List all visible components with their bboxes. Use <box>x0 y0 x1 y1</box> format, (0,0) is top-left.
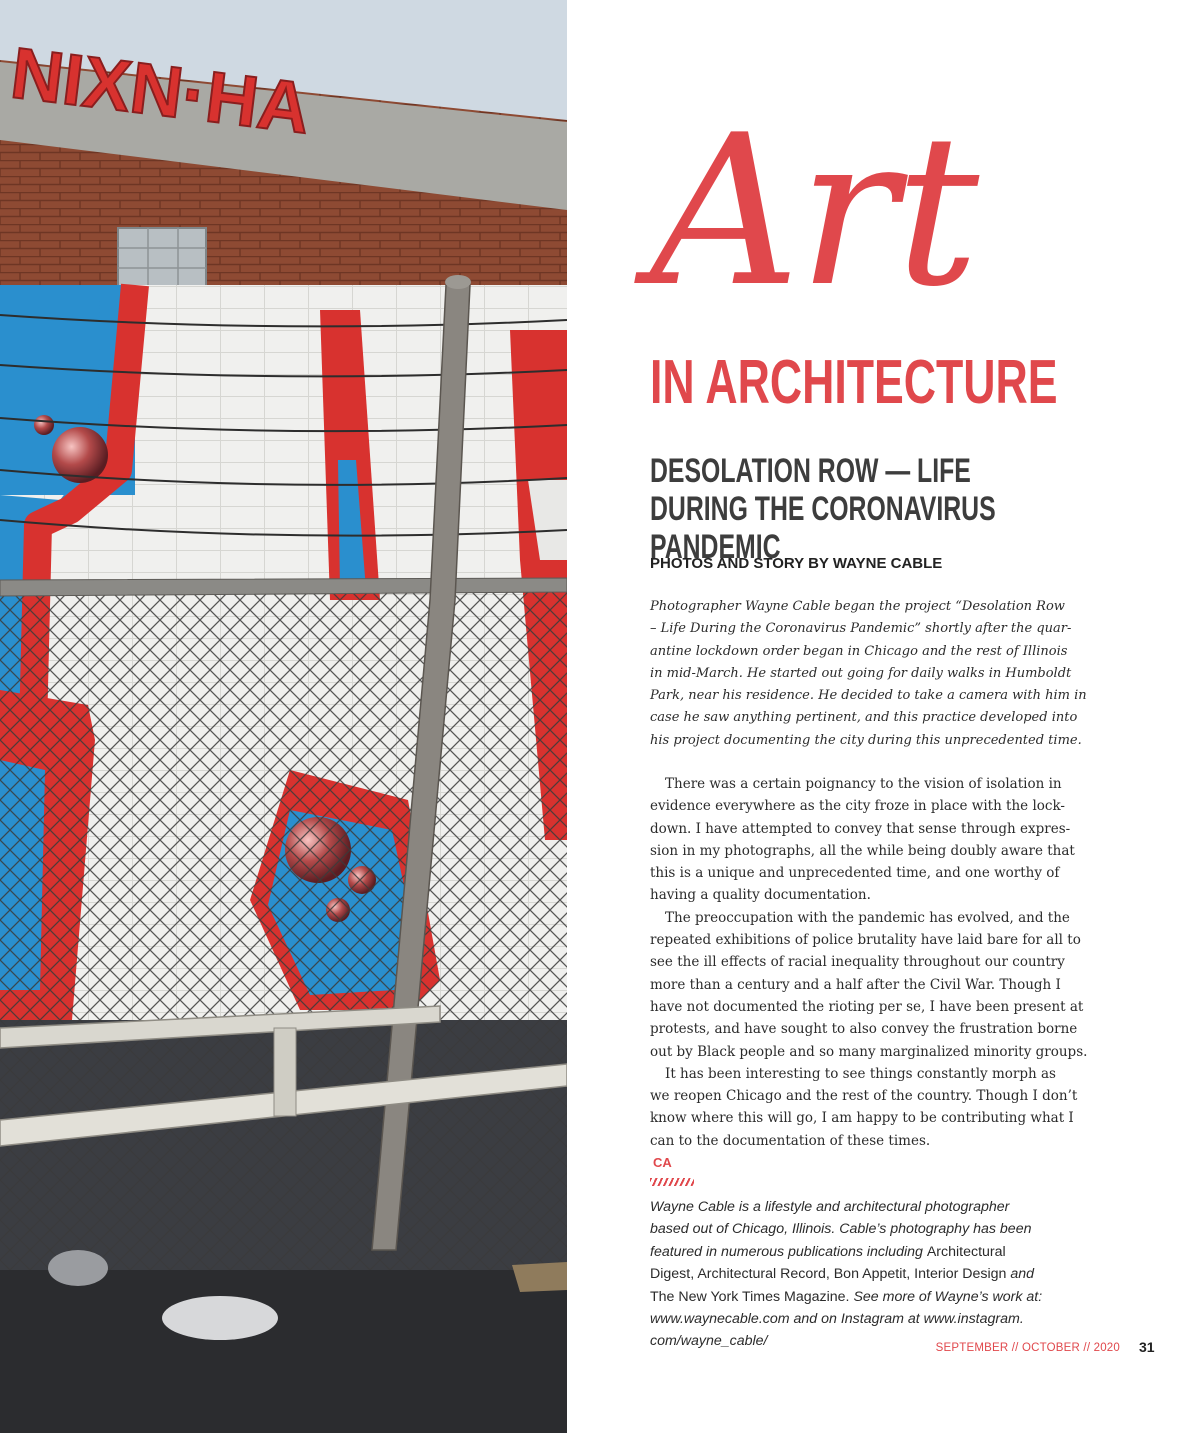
byline: PHOTOS AND STORY BY WAYNE CABLE <box>650 555 943 572</box>
litter <box>162 1296 278 1340</box>
issue-date: SEPTEMBER // OCTOBER // 2020 <box>935 1342 1120 1354</box>
end-mark: CA <box>653 1155 672 1171</box>
bio-divider <box>650 1178 694 1186</box>
article-subtitle: DESOLATION ROW — LIFE DURING THE CORONAVIRUS PANDEMIC <box>650 452 996 566</box>
graffiti-lettering: NIXN·HA <box>6 33 315 150</box>
author-bio: Wayne Cable is a lifestyle and architectural photographer based out of Chicago, Illinois. Cable’s photography has been featured in numerous publications including Architectural Digest, Architectural Record, Bon Appetit, Interior Design and The New York Times Magazine. See more of Wayne’s work at: www.waynecable.com and on Instagram at www.instagram. com/wayne_cable/ <box>650 1199 1043 1350</box>
intro-paragraph: Photographer Wayne Cable began the project “Desolation Row – Life During the Coronavirus Pandemic” shortly after the quar- antine lockdown order began in Chicago and the rest of Illinois in mid-March. He started out going for daily walks in Humboldt Park, near his residence. He decided to take a camera with him in case he saw anything pertinent, and this practice developed into his project documenting the city during this unprecedented time. <box>650 599 1087 748</box>
headline-in-architecture: IN ARCHITECTURE <box>650 348 1058 417</box>
graffiti-fence-photo <box>0 0 567 1433</box>
instagram-link: com/wayne_cable/ <box>650 1333 768 1350</box>
page-number: 31 <box>1139 1339 1155 1355</box>
building-window <box>118 228 206 290</box>
cover-photo <box>0 0 567 1433</box>
chain-link-fence <box>0 590 567 1270</box>
body-text: There was a certain poignancy to the vision of isolation in evidence everywhere as the city froze in place with the lock- down. I have attempted to convey that sense through expres- sion in my photographs, all the while being doubly aware that this is a unique and unprecedented time, and one worthy of having a quality documentation. The preoccupation with the pandemic has evolved, and the repeated exhibitions of police brutality have laid bare for all to see the ill effects of racial inequality throughout our country more than a century and a half after the Civil War. Though I have not documented the rioting per se, I have been present at protests, and have sought to also convey the frustration borne out by Black people and so many marginalized minority groups. It has been interesting to see things constantly morph as we reopen Chicago and the rest of the country. Though I don’t know where this will go, I am happy to be contributing what I can to the documentation of these times. CA <box>650 773 1090 1174</box>
website-link: www.waynecable.com and on Instagram at www.instagram. <box>650 1311 1024 1328</box>
headline-art: Art <box>650 91 978 333</box>
